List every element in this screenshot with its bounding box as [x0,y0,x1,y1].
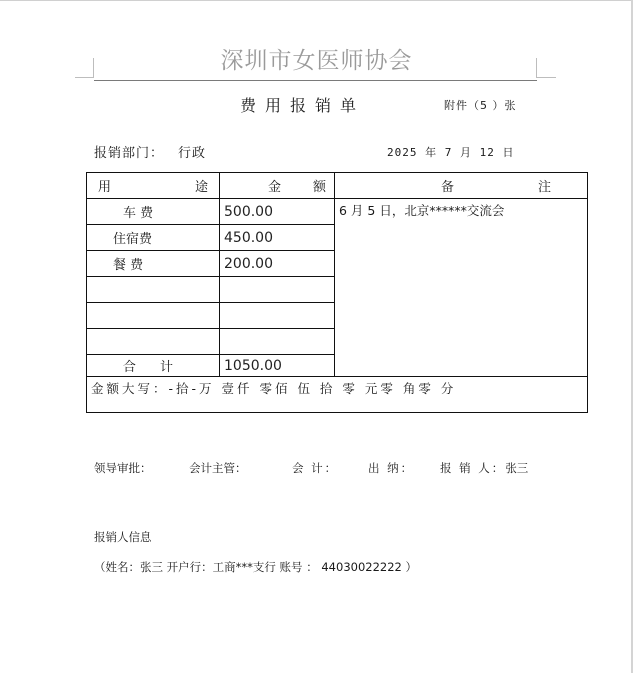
total-amount[interactable]: 1050.00 [220,355,335,377]
form-title: 费用报销单 [240,96,366,115]
row-amount[interactable] [220,277,335,303]
organization-header: 深圳市女医师协会 [220,48,413,74]
leader-approval-label: 领导审批： [94,461,152,475]
department [94,142,206,161]
date: 2025 年 7 月 12 日 [387,146,515,159]
total-label: 合 计 [87,355,220,377]
header-rule [94,80,537,81]
row-amount[interactable]: 450.00 [220,225,335,251]
table-header-row [87,173,588,199]
accounting-supervisor-label: 会计主管： [189,461,247,475]
crop-mark-right-horizontal [536,77,556,78]
claimant-info-title: 报销人信息 [94,530,152,544]
page-edge-top [0,0,633,1]
row-amount[interactable] [220,303,335,329]
claimant-name[interactable]: 张三 [505,461,529,475]
row-category[interactable]: 住宿费 [87,225,220,251]
header-amount: 金额 [220,173,335,199]
signature-row [94,460,528,476]
row-category[interactable] [87,329,220,355]
crop-mark-left-horizontal [75,77,94,78]
cashier-label: 出 纳： [368,461,415,475]
row-amount[interactable]: 500.00 [220,199,335,225]
row-category[interactable]: 餐 费 [87,251,220,277]
row-category[interactable] [87,303,220,329]
row-amount[interactable]: 200.00 [220,251,335,277]
attachments-count: 附件（5 ）张 [444,99,517,112]
amount-in-words-row [87,377,588,413]
table-row [87,199,588,225]
row-category[interactable]: 车 费 [87,199,220,225]
department-value: 行政 [178,146,207,161]
claimant-info-details[interactable]: （姓名：张三 开户行：工商***支行 账号 ： 44030022222 ） [94,560,418,574]
header-use: 用途 [87,173,220,199]
claimant-label: 报 销 人： [440,461,506,475]
accountant-label: 会 计： [292,461,339,475]
header-remark: 备注 [335,173,588,199]
amount-in-words[interactable]: 金额大写：-拾-万 壹仟 零佰 伍 拾 零 元零 角零 分 [87,377,588,413]
remark-cell[interactable]: 6 月 5 日，北京******交流会 [335,199,588,377]
expense-table [86,172,588,413]
row-amount[interactable] [220,329,335,355]
row-category[interactable] [87,277,220,303]
department-label: 报销部门： [94,146,165,161]
